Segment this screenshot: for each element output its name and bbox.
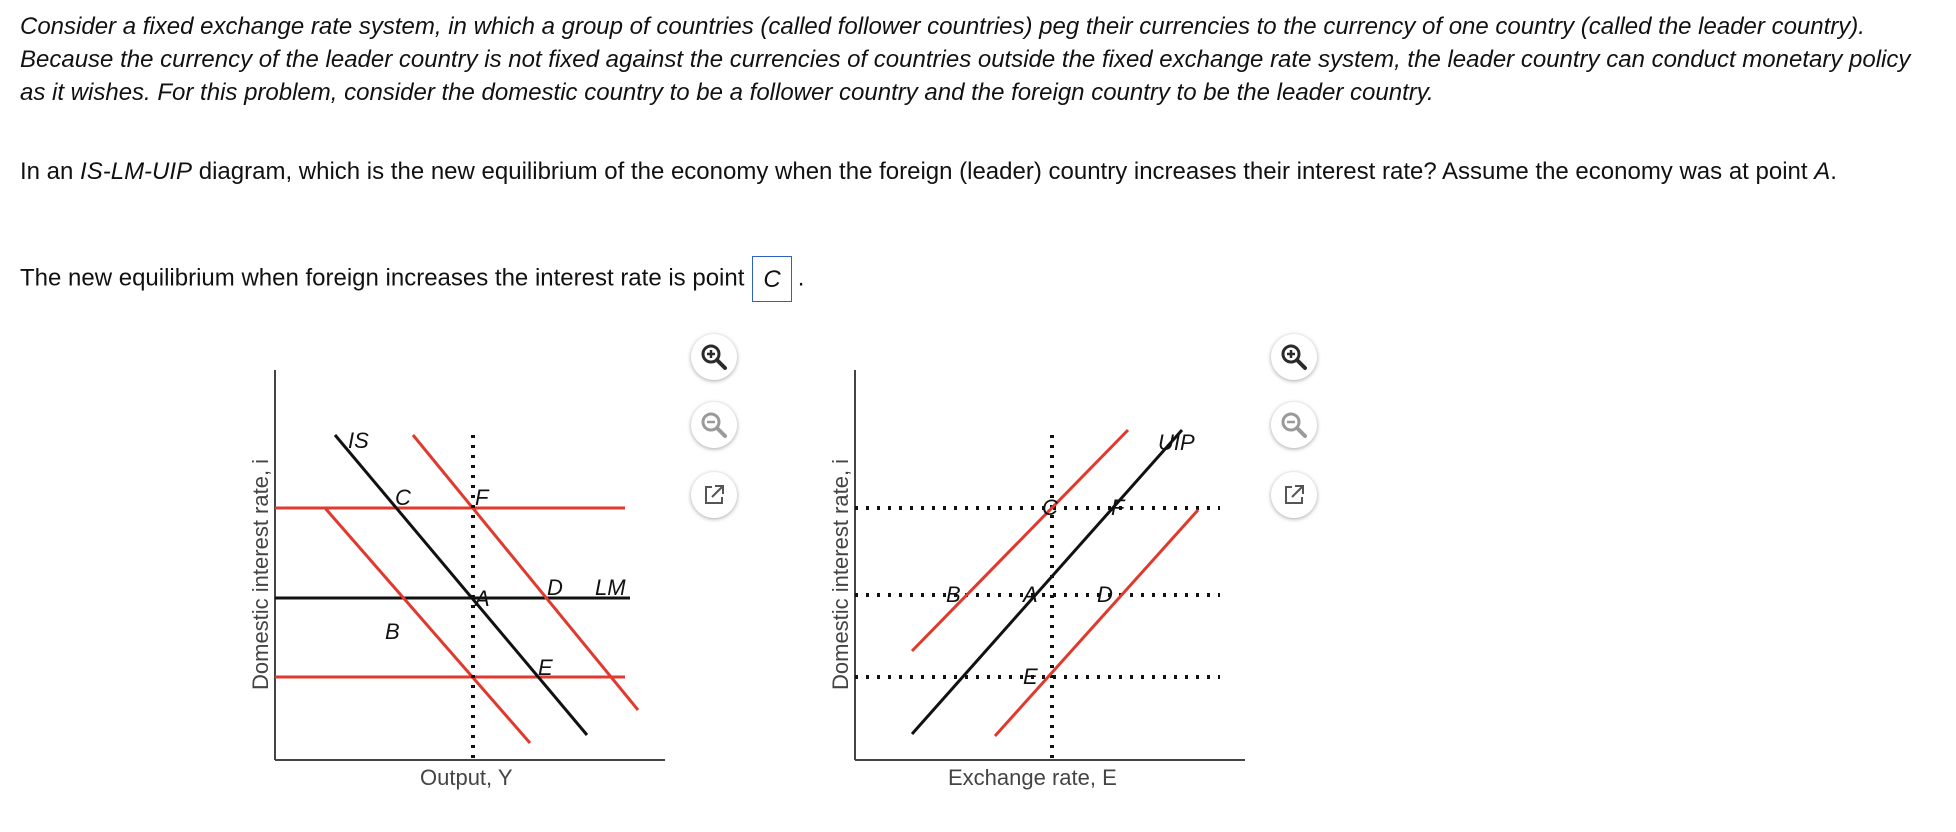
answer-line: [20, 256, 1940, 302]
x-axis-label: Output, Y: [420, 765, 513, 790]
point-b-label: B: [946, 582, 961, 607]
point-a-label: A: [1023, 582, 1038, 607]
intro-paragraph: Consider a fixed exchange rate system, in which a group of countries (called follower countries) peg their currencies to the currency of one country (called the leader country). Because the currency of the leader country is not fixed against the currencies of countries outside the fixed exchange rate system, the leader country can conduct monetary policy as it wishes. For this problem, consider the domestic country to be a follower country and the foreign country to be the leader country.: [20, 13, 1911, 106]
uip-label: UIP: [1158, 430, 1195, 455]
point-c-label: C: [1042, 495, 1058, 520]
right-zoom-in-button[interactable]: [1271, 334, 1317, 380]
question-middle: diagram, which is the new equilibrium of the economy when the foreign (leader) country increases their interest rate? Assume the economy was at point: [192, 158, 1815, 185]
left-external-link-button[interactable]: [691, 472, 737, 518]
point-d-label: D: [1097, 582, 1113, 607]
question-model: IS-LM-UIP: [80, 158, 193, 185]
is-curve-right: [413, 435, 638, 710]
external-link-icon: [1281, 482, 1307, 508]
point-b-label: B: [385, 619, 400, 644]
question-point: A: [1814, 158, 1831, 185]
uip-curve-left: [912, 430, 1128, 651]
zoom-in-icon: [699, 342, 729, 372]
lm-label: LM: [595, 575, 626, 600]
right-external-link-button[interactable]: [1271, 472, 1317, 518]
question-suffix: .: [1830, 158, 1837, 185]
y-axis-label: Domestic interest rate, i: [828, 458, 853, 690]
point-c-label: C: [395, 485, 411, 510]
question-paragraph: [20, 155, 1940, 188]
right-zoom-out-button[interactable]: [1271, 402, 1317, 448]
is-lm-graph: [240, 360, 680, 800]
point-e-label: E: [538, 655, 553, 680]
left-zoom-out-button[interactable]: [691, 402, 737, 448]
point-e-label: E: [1023, 664, 1038, 689]
uip-graph: [820, 360, 1260, 800]
point-f-label: F: [475, 485, 489, 510]
is-label: IS: [348, 428, 369, 453]
zoom-out-icon: [1279, 410, 1309, 440]
zoom-out-icon: [699, 410, 729, 440]
point-d-label: D: [547, 575, 563, 600]
answer-input[interactable]: C: [752, 256, 791, 302]
zoom-in-icon: [1279, 342, 1309, 372]
answer-suffix: .: [797, 264, 805, 292]
question-prefix: In an: [20, 158, 81, 185]
answer-prompt: The new equilibrium when foreign increases the interest rate is point: [20, 264, 745, 292]
point-a-label: A: [475, 586, 490, 611]
y-axis-label: Domestic interest rate, i: [248, 458, 273, 690]
point-f-label: F: [1111, 495, 1125, 520]
external-link-icon: [701, 482, 727, 508]
uip-curve-right: [995, 510, 1198, 736]
x-axis-label: Exchange rate, E: [948, 765, 1117, 790]
left-zoom-in-button[interactable]: [691, 334, 737, 380]
